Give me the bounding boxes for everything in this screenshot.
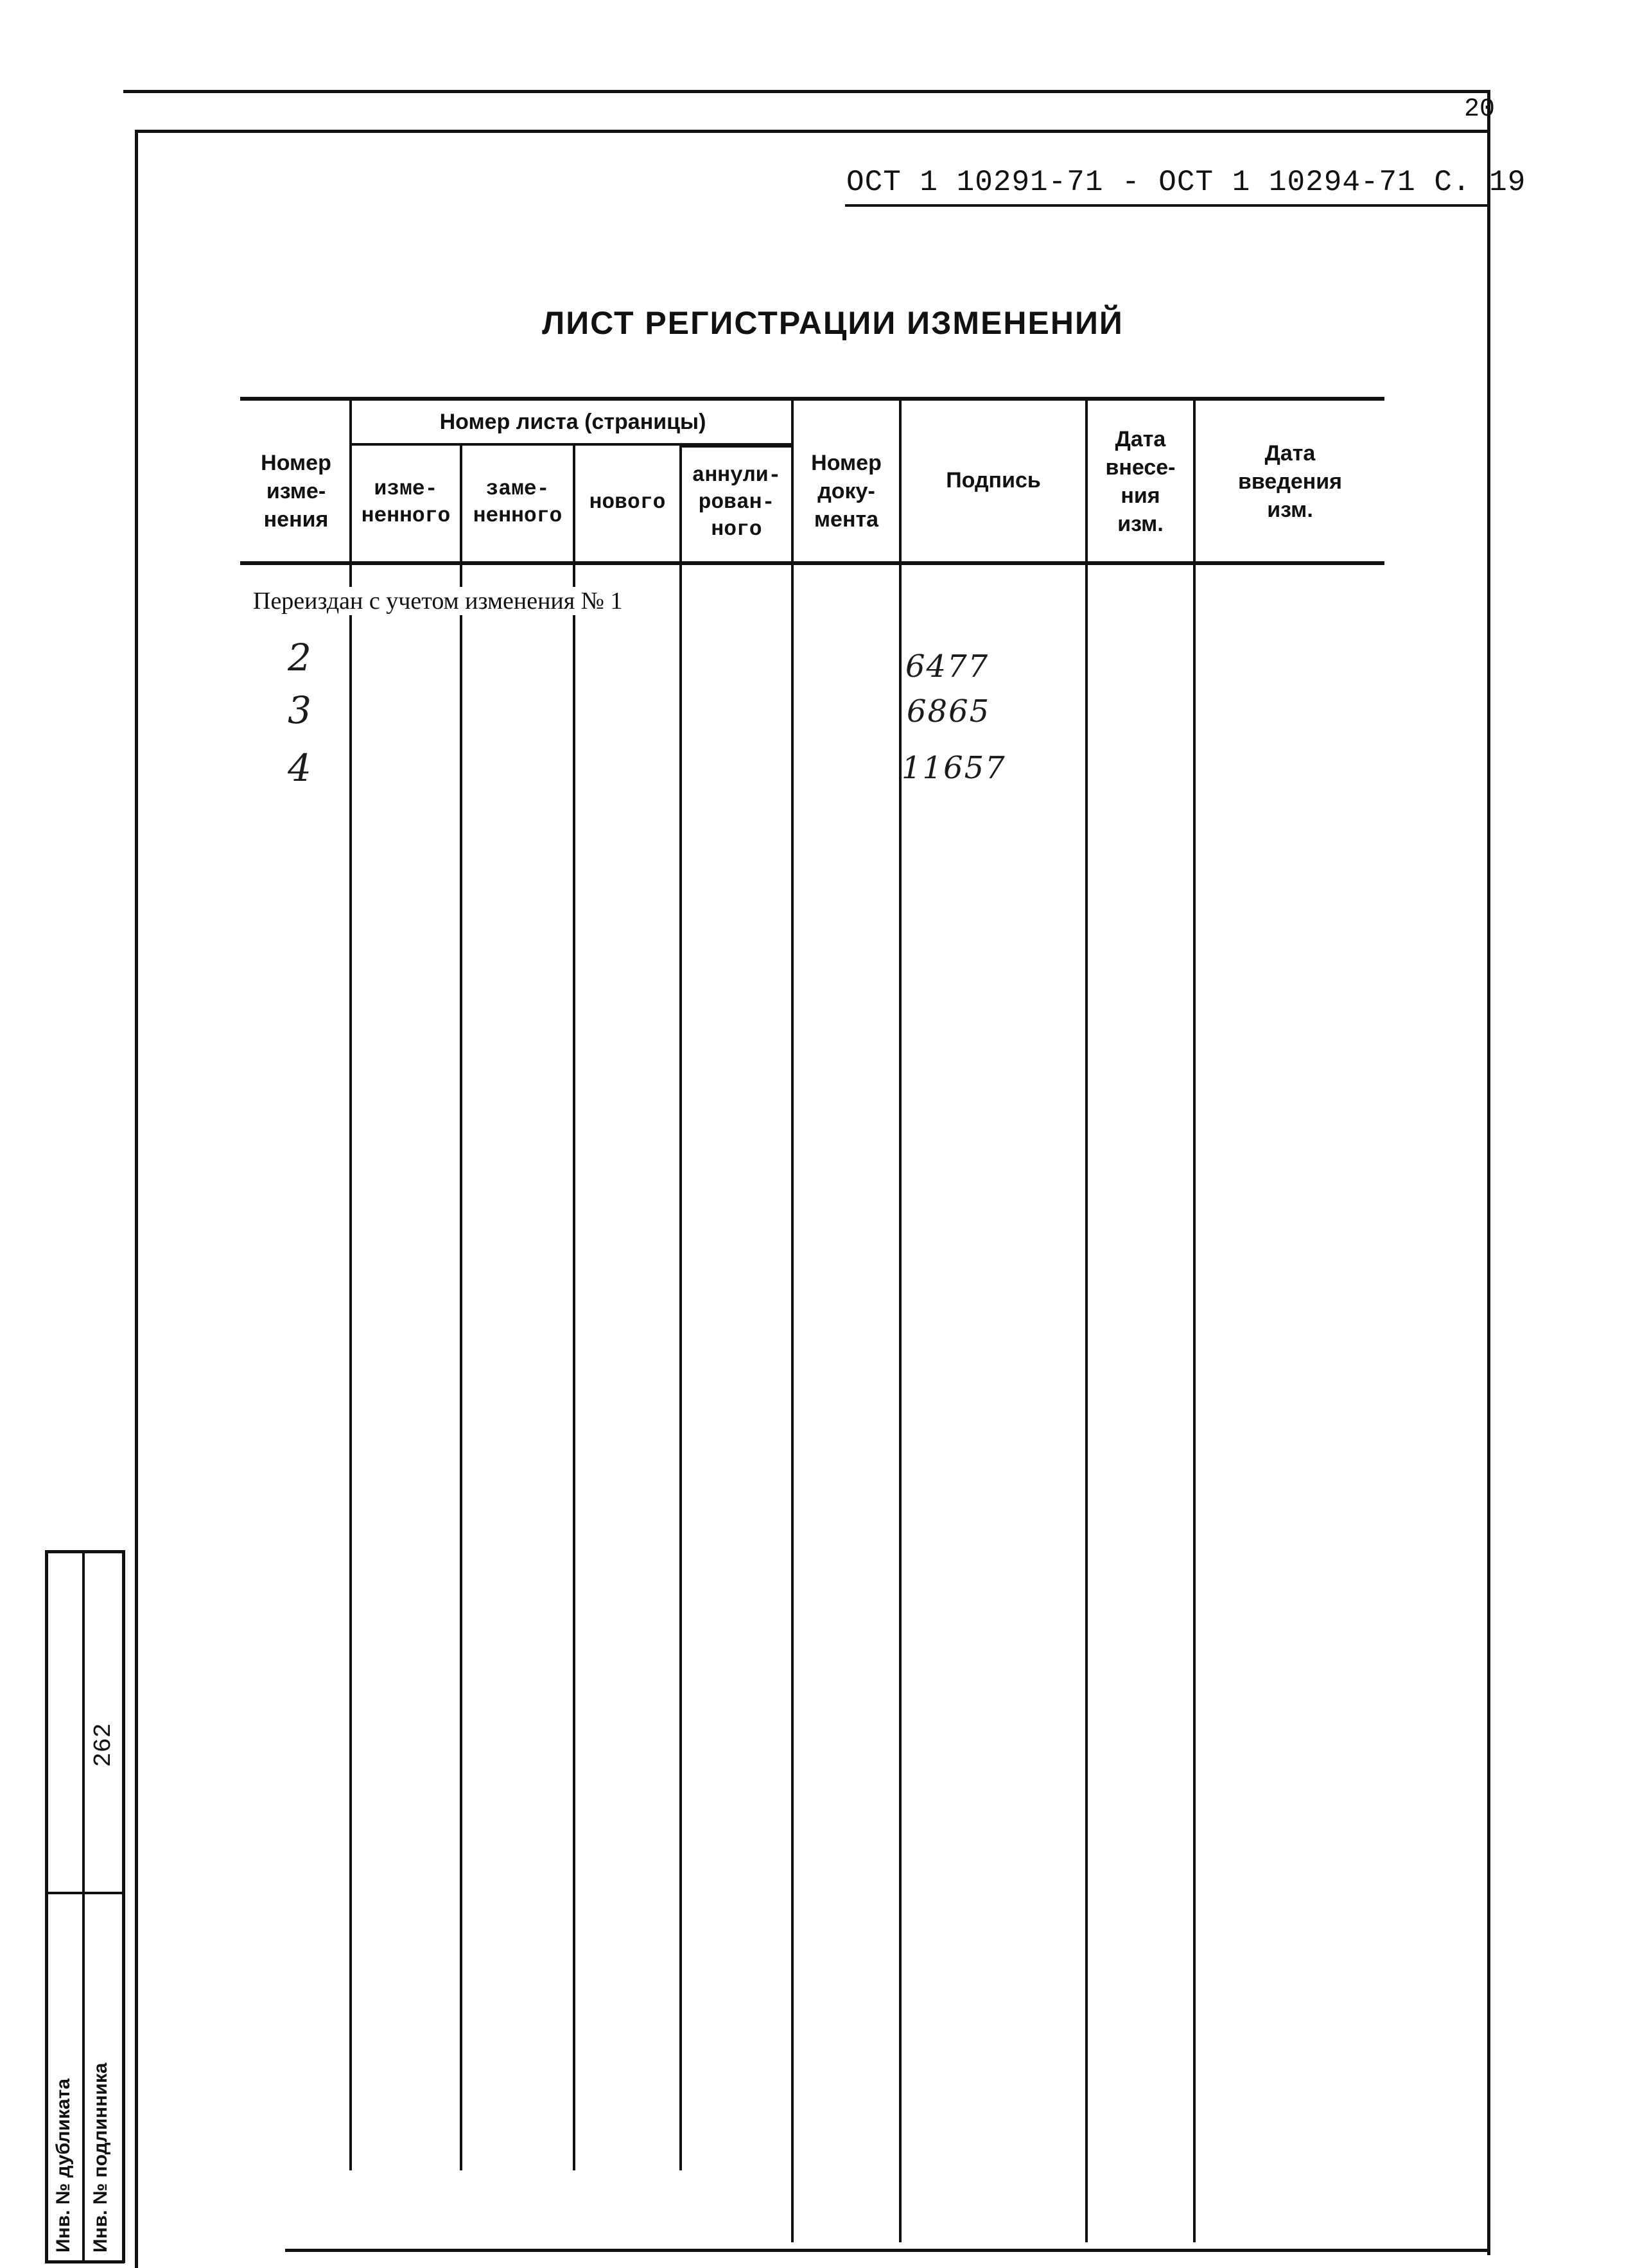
col-rule-2: [460, 446, 462, 2170]
header-document-number-line3: мента: [814, 507, 879, 532]
header-entry-date-line4: изм.: [1117, 512, 1164, 536]
top-edge-line: [123, 90, 1490, 93]
header-annulled-line2: рован-: [698, 491, 775, 514]
stamp-outer-left: [45, 1550, 48, 2263]
header-entry-date-line2: внесе-: [1105, 455, 1176, 480]
frame-bottom: [285, 2249, 1490, 2252]
original-inv-label: Инв. № подлинника: [90, 2063, 111, 2253]
header-changed-line1: изме-: [374, 477, 438, 501]
header-replaced-line2: ненного: [473, 504, 563, 528]
table-row-1-document: 6477: [905, 649, 990, 685]
header-signature: Подпись: [946, 468, 1041, 493]
header-changed-line2: ненного: [361, 504, 451, 528]
stamp-top: [45, 1550, 125, 1553]
header-entry-date-line3: ния: [1121, 484, 1160, 508]
header-change-number-line2: изме-: [266, 479, 326, 503]
header-effective-date-line2: введения: [1237, 469, 1343, 494]
header-effective-date-line3: изм.: [1267, 498, 1313, 522]
header-replaced: [462, 449, 573, 556]
table-row-1-change: 2: [288, 636, 311, 679]
header-document-number: [794, 424, 899, 559]
stamp-bottom: [45, 2260, 125, 2264]
table-row-3-document: 11657: [902, 750, 1006, 786]
header-new: нового: [589, 491, 666, 514]
header-annulled-line3: ного: [711, 518, 762, 541]
stamp-divider: [45, 1892, 125, 1894]
header-entry-date: [1088, 405, 1193, 559]
header-sheet-number-group: Номер листа (страницы): [439, 410, 706, 434]
table-header-bottom-rule: [240, 561, 1384, 565]
frame-left: [135, 130, 138, 2268]
header-change-number: [243, 424, 349, 559]
header-change-number-line1: Номер: [261, 451, 331, 475]
col-rule-7: [1085, 401, 1088, 2242]
header-annulled-line1: аннули-: [692, 464, 781, 487]
col-rule-3: [573, 446, 575, 2170]
col-rule-8: [1193, 401, 1196, 2242]
page-number: 20: [1464, 95, 1496, 124]
header-replaced-line1: заме-: [485, 477, 550, 501]
table-row-3-change: 4: [288, 746, 311, 790]
table-row-2-change: 3: [288, 688, 311, 732]
header-changed: [352, 449, 460, 556]
stamp-right: [122, 1550, 125, 2263]
original-inv-number: 262: [90, 1723, 118, 1767]
header-entry-date-line1: Дата: [1115, 427, 1166, 451]
document-code-underline: [845, 204, 1487, 207]
table-top-rule: [240, 397, 1384, 401]
table-row-2-document: 6865: [907, 693, 991, 729]
col-rule-5: [791, 401, 794, 2242]
document-code: ОСТ 1 10291-71 - ОСТ 1 10294-71 С. 19: [846, 166, 1526, 199]
header-effective-date-line1: Дата: [1264, 441, 1316, 466]
header-document-number-line1: Номер: [811, 451, 882, 475]
duplicate-inv-label: Инв. № дубликата: [53, 2078, 74, 2253]
header-change-number-line3: нения: [263, 507, 329, 532]
frame-top: [135, 130, 1490, 133]
reissue-note: Переиздан с учетом изменения № 1: [253, 587, 626, 615]
frame-right: [1487, 90, 1490, 2255]
stamp-middle: [82, 1550, 85, 2263]
annulled-sub-rule: [681, 446, 794, 448]
header-document-number-line2: доку-: [817, 479, 875, 503]
col-rule-1: [349, 401, 352, 2170]
header-annulled: [682, 449, 791, 556]
header-effective-date: [1196, 411, 1384, 552]
col-rule-6: [899, 401, 902, 2242]
col-rule-4: [679, 446, 682, 2170]
sheet-title: ЛИСТ РЕГИСТРАЦИИ ИЗМЕНЕНИЙ: [542, 305, 1124, 341]
